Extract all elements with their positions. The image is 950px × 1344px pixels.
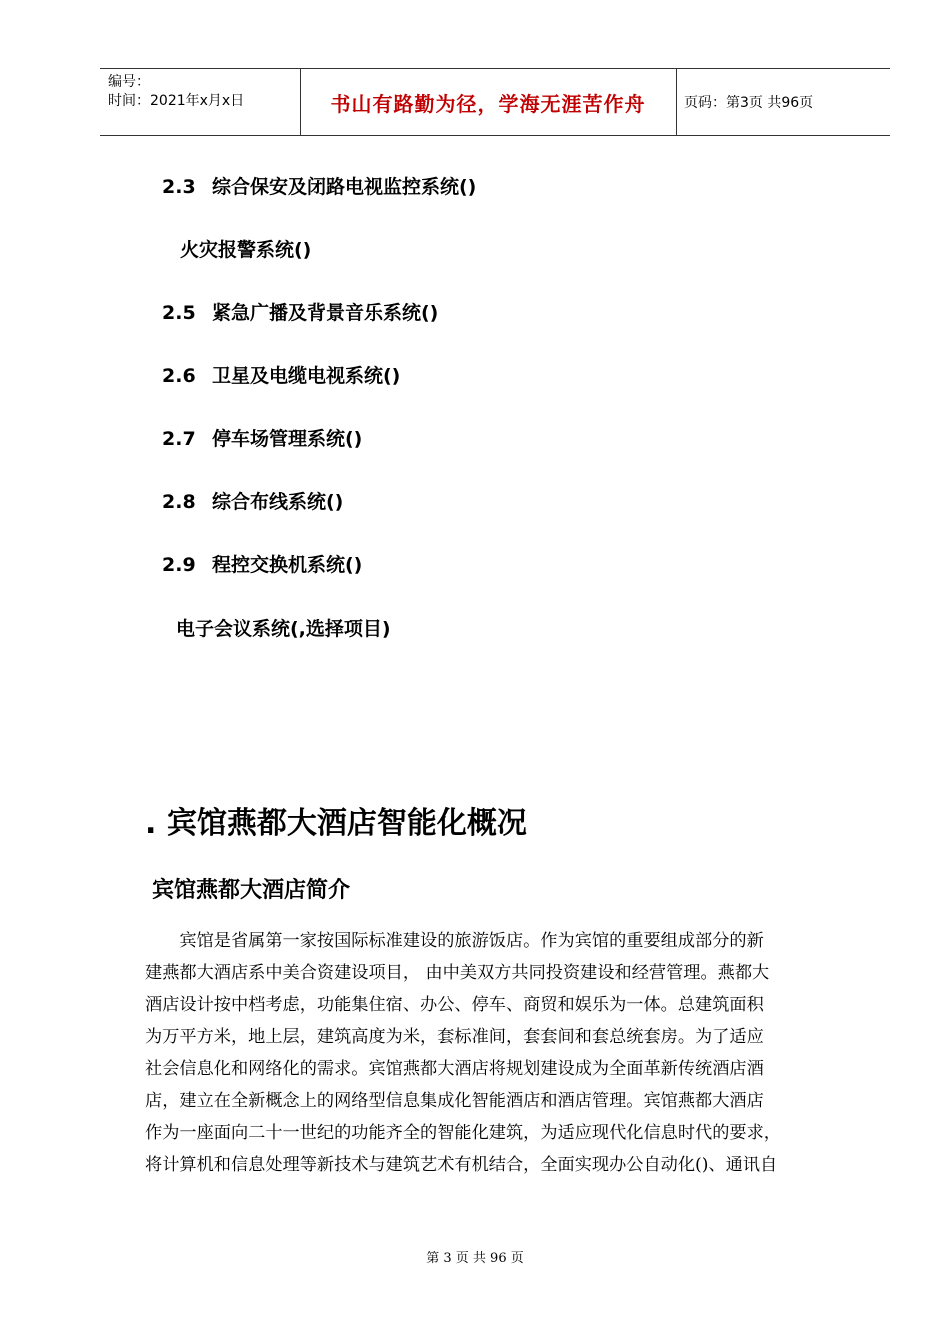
body-line: 宾馆是省属第一家按国际标准建设的旅游饭店。作为宾馆的重要组成部分的新 (145, 931, 764, 951)
body-line: 为万平方米，地上层，建筑高度为米，套标准间，套套间和套总统套房。为了适应 (145, 1027, 764, 1047)
toc-item[interactable] (162, 298, 438, 325)
toc-item-number: 2.7 (162, 428, 196, 450)
toc-item[interactable] (176, 614, 391, 641)
body-line: 建燕都大酒店系中美合资建设项目， 由中美双方共同投资建设和经营管理。燕都大 (145, 963, 770, 983)
subsection-title: 宾馆燕都大酒店简介 (152, 878, 351, 903)
body-line: 作为一座面向二十一世纪的功能齐全的智能化建筑，为适应现代化信息时代的要求， (145, 1123, 781, 1143)
body-line: 社会信息化和网络化的需求。宾馆燕都大酒店将规划建设成为全面革新传统酒店酒 (145, 1059, 764, 1079)
body-line: 酒店设计按中档考虑，功能集住宿、办公、停车、商贸和娱乐为一体。总建筑面积 (145, 995, 764, 1015)
toc-item[interactable] (162, 550, 362, 577)
header-divider-left (300, 69, 301, 135)
toc-item-label: 电子会议系统(,选择项目) (176, 618, 391, 640)
toc-item-label: 程控交换机系统() (212, 554, 363, 576)
body-paragraph (145, 925, 850, 1181)
toc-item[interactable] (162, 424, 362, 451)
toc-item-label: 停车场管理系统() (212, 428, 363, 450)
toc-item-label: 紧急广播及背景音乐系统() (212, 302, 439, 324)
header-meta (108, 73, 298, 111)
toc-item-number: 2.6 (162, 365, 196, 387)
toc-item[interactable] (180, 235, 311, 262)
toc-item[interactable] (162, 172, 476, 199)
header-motto: 书山有路勤为径，学海无涯苦作舟 (330, 91, 646, 116)
header-page-info: 页码：第3页 共96页 (684, 95, 814, 111)
toc-item[interactable] (162, 487, 343, 514)
code-label: 编号： (108, 74, 150, 90)
toc-item-label: 火灾报警系统() (180, 239, 312, 261)
toc-item-label: 综合布线系统() (212, 491, 344, 513)
toc-item[interactable] (162, 361, 400, 388)
body-line: 将计算机和信息处理等新技术与建筑艺术有机结合，全面实现办公自动化()、通讯自 (145, 1155, 778, 1175)
toc-item-label: 卫星及电缆电视系统() (212, 365, 401, 387)
body-line: 店，建立在全新概念上的网络型信息集成化智能酒店和酒店管理。宾馆燕都大酒店 (145, 1091, 764, 1111)
toc-item-number: 2.3 (162, 176, 196, 198)
page-header (100, 68, 890, 136)
toc-item-number: 2.8 (162, 491, 196, 513)
toc-item-number: 2.5 (162, 302, 196, 324)
section-title: . 宾馆燕都大酒店智能化概况 (145, 806, 527, 841)
page-footer: 第 3 页 共 96 页 (426, 1251, 524, 1266)
header-divider-right (676, 69, 677, 135)
time-label: 时间：2021年x月x日 (108, 93, 245, 109)
toc-item-number: 2.9 (162, 554, 196, 576)
toc-item-label: 综合保安及闭路电视监控系统() (212, 176, 477, 198)
